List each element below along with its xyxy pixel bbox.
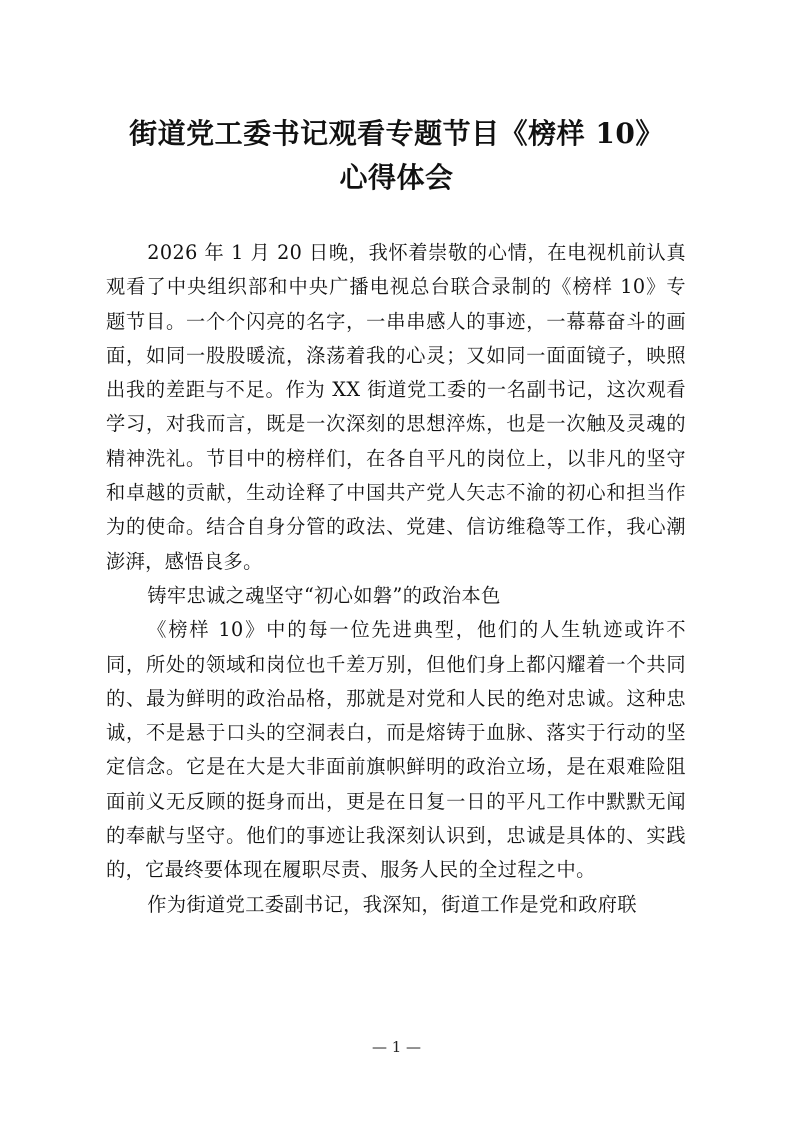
- title-line-1: 街道党工委书记观看专题节目《榜样 10》: [129, 117, 664, 150]
- paragraph-loyalty: 《榜样 10》中的每一位先进典型，他们的人生轨迹或许不同，所处的领域和岗位也千差万别，但他们身上都闪耀着一个共同的、最为鲜明的政治品格，那就是对党和人民的绝对忠诚。这种忠诚，不是悬于口头的空洞表白，而是熔铸于血脉、落实于行动的坚定信念。它是在大是大非面前旗帜鲜明的政治立场，是在艰难险阻面前义无反顾的挺身而出，更是在日复一日的平凡工作中默默无闻的奉献与坚守。他们的事迹让我深刻认识到，忠诚是具体的、实践的，它最终要体现在履职尽责、服务人民的全过程之中。: [106, 618, 686, 882]
- section-heading: 铸牢忠诚之魂坚守“初心如磐”的政治本色: [147, 583, 501, 607]
- document-title: [90, 112, 703, 200]
- paragraph-continuation: 作为街道党工委副书记，我深知，街道工作是党和政府联: [147, 892, 637, 916]
- title-line-2: 心得体会: [339, 161, 454, 194]
- page-number: — 1 —: [371, 1038, 422, 1056]
- document-body: [106, 236, 686, 922]
- paragraph-intro: 2026 年 1 月 20 日晚，我怀着崇敬的心情，在电视机前认真观看了中央组织部和中央广播电视总台联合录制的《榜样 10》专题节目。一个个闪亮的名字，一串串感人的事迹，一幕幕奋斗的画面，如同一股股暖流，涤荡着我的心灵；又如同一面面镜子，映照出我的差距与不足。作为 XX 街道党工委的一名副书记，这次观看学习，对我而言，既是一次深刻的思想淬炼，也是一次触及灵魂的精神洗礼。节目中的榜样们，在各自平凡的岗位上，以非凡的坚守和卓越的贡献，生动诠释了中国共产党人矢志不渝的初心和担当作为的使命。结合自身分管的政法、党建、信访维稳等工作，我心潮澎湃，感悟良多。: [106, 241, 686, 573]
